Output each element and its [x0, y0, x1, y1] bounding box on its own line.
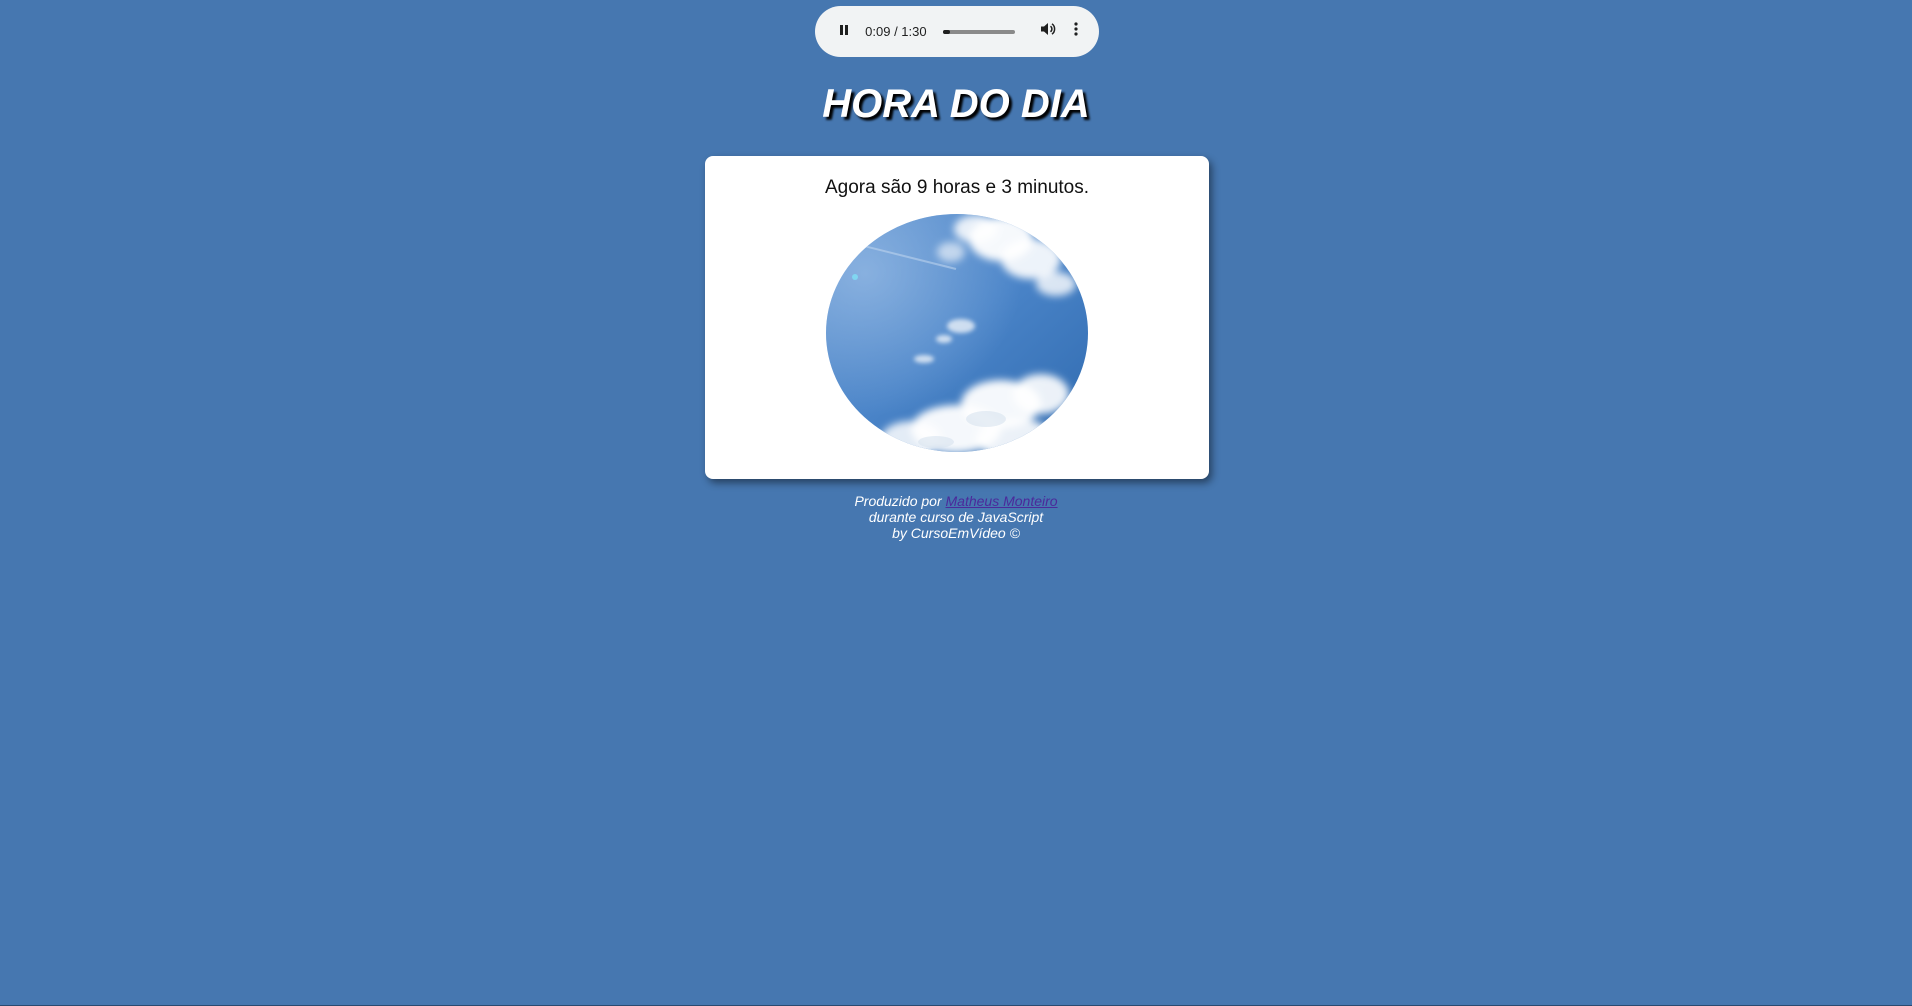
- audio-progress-slider[interactable]: [943, 30, 1015, 34]
- footer-line-2: durante curso de JavaScript: [868, 509, 1044, 525]
- footer-line-1: [0, 493, 1912, 509]
- pause-button[interactable]: [833, 20, 855, 44]
- time-card: [705, 156, 1209, 479]
- audio-player[interactable]: [815, 6, 1099, 57]
- daytime-sky-image: [826, 214, 1088, 452]
- page-footer: [0, 493, 1912, 541]
- time-message: Agora são 9 horas e 3 minutos.: [824, 177, 1090, 198]
- audio-time-display: 0:09 / 1:30: [865, 24, 927, 39]
- page-title: HORA DO DIA: [822, 82, 1090, 126]
- volume-icon: [1040, 21, 1056, 42]
- more-options-button[interactable]: [1065, 20, 1087, 44]
- audio-progress-fill: [943, 30, 950, 34]
- footer-line-3: by CursoEmVídeo ©: [892, 525, 1020, 541]
- more-vertical-icon: [1074, 22, 1078, 41]
- volume-button[interactable]: [1037, 20, 1059, 44]
- footer-produced-by: Produzido por: [854, 493, 946, 509]
- author-link[interactable]: Matheus Monteiro: [945, 493, 1058, 509]
- pause-icon: [838, 23, 850, 41]
